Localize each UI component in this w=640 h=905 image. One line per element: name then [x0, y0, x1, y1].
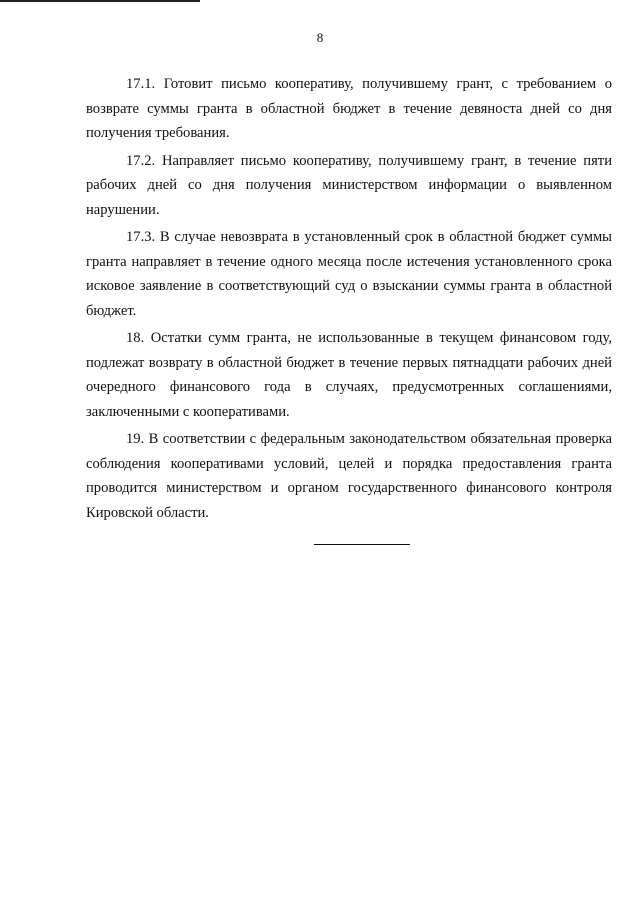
end-of-document-rule	[314, 544, 410, 545]
paragraph-17-1: 17.1. Готовит письмо кооперативу, получившему грант, с требованием о возврате суммы гранта в областной бюджет в течение девяноста дней со дня получения требования.	[86, 76, 612, 141]
paragraph-18: 18. Остатки сумм гранта, не использованные в текущем финансовом году, подлежат возврату в областной бюджет в течение первых пятнадцати рабочих дней очередного финансового года в случаях, предусмотренных соглашениями, заключенными с кооперативами.	[86, 330, 612, 420]
paragraph-17-2: 17.2. Направляет письмо кооперативу, получившему грант, в течение пяти рабочих дней со дня получения министерством информации о выявленном нарушении.	[86, 152, 612, 218]
document-body	[86, 72, 612, 528]
paragraph-19: 19. В соответствии с федеральным законодательством обязательная проверка соблюдения кооперативами условий, целей и порядка предоставления гранта проводится министерством и органом государственного финансового контроля Кировской области.	[86, 431, 612, 521]
paragraph-17-3: 17.3. В случае невозврата в установленный срок в областной бюджет суммы гранта направляет в течение одного месяца после истечения установленного срока исковое заявление в соответствующий суд о взыскании суммы гранта в областной бюджет.	[86, 229, 612, 319]
scan-edge-line	[0, 0, 200, 2]
page-number: 8	[316, 30, 324, 45]
